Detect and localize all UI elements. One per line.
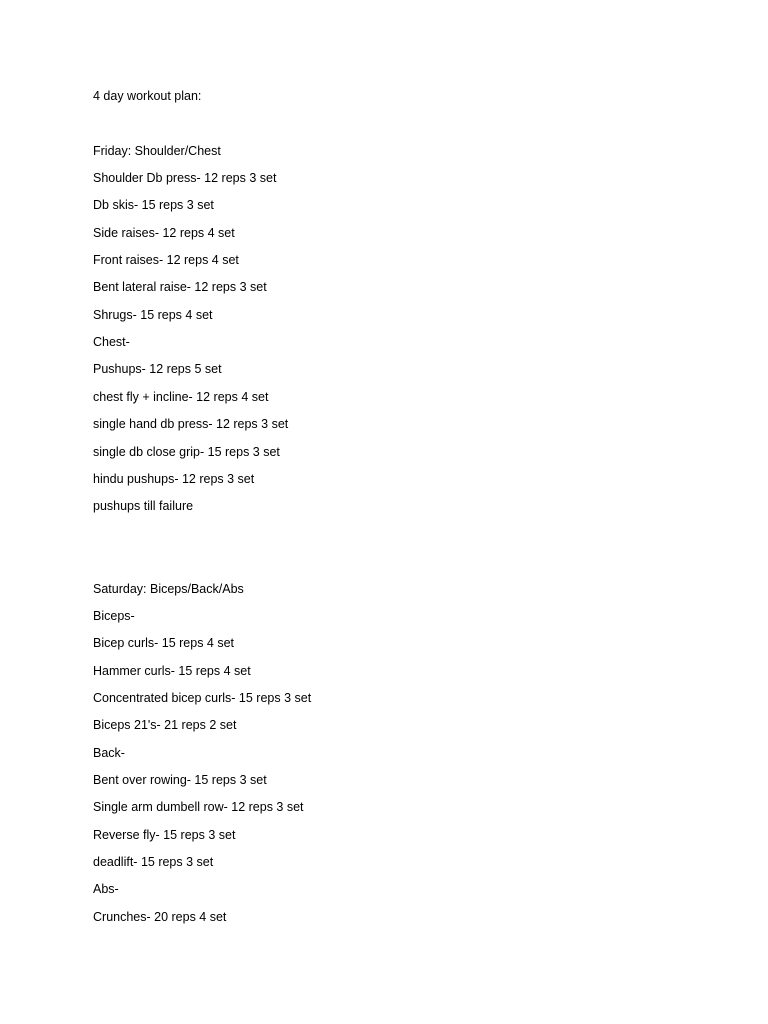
saturday-subheading-biceps: Biceps- [93,609,135,623]
friday-line: Shoulder Db press- 12 reps 3 set [93,171,277,185]
friday-line: Front raises- 12 reps 4 set [93,253,239,267]
friday-line: Pushups- 12 reps 5 set [93,362,222,376]
saturday-line: Crunches- 20 reps 4 set [93,910,227,924]
saturday-line: Single arm dumbell row- 12 reps 3 set [93,800,304,814]
friday-line: Shrugs- 15 reps 4 set [93,308,213,322]
friday-line: chest fly + incline- 12 reps 4 set [93,390,269,404]
friday-line: single hand db press- 12 reps 3 set [93,417,289,431]
saturday-line: Biceps 21's- 21 reps 2 set [93,718,237,732]
saturday-line: Concentrated bicep curls- 15 reps 3 set [93,691,312,705]
friday-line: single db close grip- 15 reps 3 set [93,445,280,459]
friday-subheading-chest: Chest- [93,335,130,349]
saturday-subheading-back: Back- [93,746,125,760]
saturday-line: Hammer curls- 15 reps 4 set [93,664,251,678]
friday-line: Side raises- 12 reps 4 set [93,226,235,240]
saturday-heading: Saturday: Biceps/Back/Abs [93,582,244,596]
friday-heading: Friday: Shoulder/Chest [93,144,221,158]
saturday-line: Bent over rowing- 15 reps 3 set [93,773,267,787]
saturday-subheading-abs: Abs- [93,882,119,896]
friday-line: hindu pushups- 12 reps 3 set [93,472,255,486]
saturday-line: Reverse fly- 15 reps 3 set [93,828,236,842]
saturday-line: Bicep curls- 15 reps 4 set [93,636,235,650]
saturday-line: deadlift- 15 reps 3 set [93,855,214,869]
document-title: 4 day workout plan: [93,89,202,103]
friday-line: pushups till failure [93,499,194,513]
friday-line: Bent lateral raise- 12 reps 3 set [93,280,267,294]
friday-line: Db skis- 15 reps 3 set [93,198,214,212]
